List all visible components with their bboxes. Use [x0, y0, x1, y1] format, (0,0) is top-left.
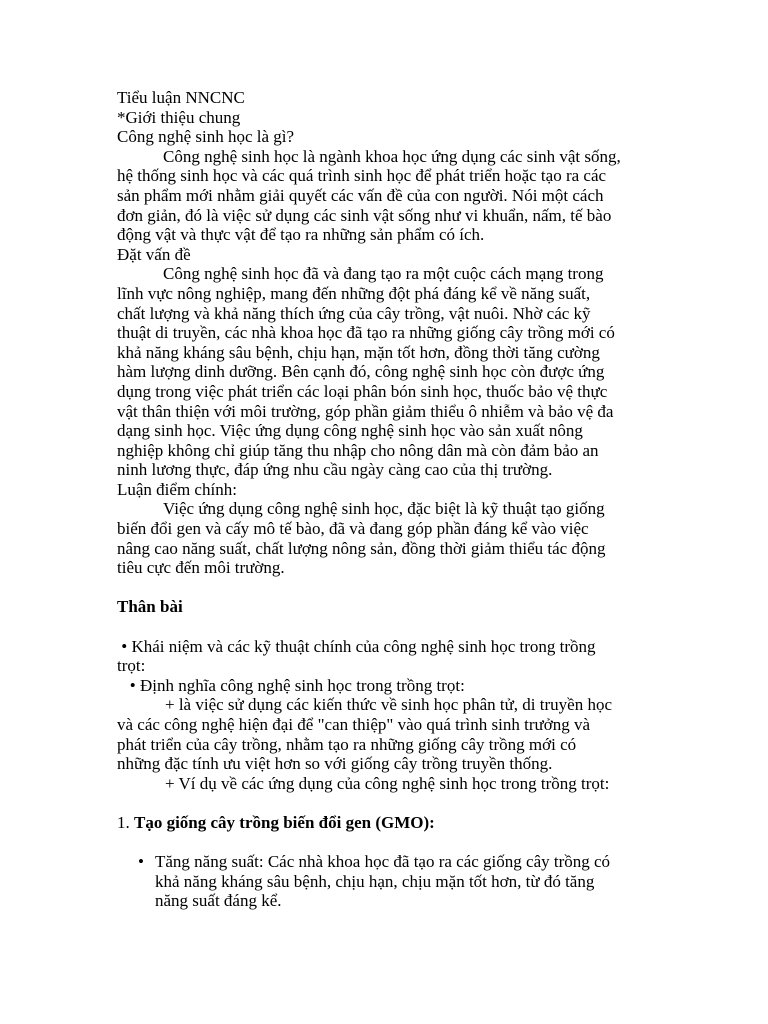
spacer	[117, 617, 657, 637]
paragraph-line: Công nghệ sinh học là ngành khoa học ứng dụng các sinh vật sống,	[163, 146, 621, 166]
paragraph-definition-detail	[117, 695, 657, 773]
definition-bullet: • Định nghĩa công nghệ sinh học trong trồng trọt:	[117, 675, 465, 695]
spacer	[117, 578, 657, 598]
paragraph-line: nghiệp không chỉ giúp tăng thu nhập cho nông dân mà còn đảm bảo an	[117, 440, 599, 460]
paragraph-line: sản phẩm mới nhằm giải quyết các vấn đề của con người. Nói một cách	[117, 185, 604, 205]
list-item-line: khả năng kháng sâu bệnh, chịu hạn, chịu mặn tốt hơn, từ đó tăng	[155, 871, 595, 891]
paragraph-line: thuật di truyền, các nhà khoa học đã tạo ra những giống cây trồng mới có	[117, 323, 615, 343]
section-1-number: 1.	[117, 812, 134, 832]
bullet-icon: •	[138, 852, 144, 872]
doc-title: Tiểu luận NNCNC	[117, 88, 245, 107]
paragraph-line: dụng trong việc phát triển các loại phân bón sinh học, thuốc bảo vệ thực	[117, 381, 608, 401]
section-heading-than-bai: Thân bài	[117, 597, 183, 617]
spacer	[117, 793, 657, 813]
paragraph-line: + là việc sử dụng các kiến thức về sinh học phân tử, di truyền học	[165, 695, 612, 715]
paragraph-definition	[117, 147, 657, 245]
question-heading: Công nghệ sinh học là gì?	[117, 127, 295, 147]
list-item	[117, 852, 657, 911]
paragraph-line: đơn giản, đó là việc sử dụng các sinh vật sống như vi khuẩn, nấm, tế bào	[117, 205, 612, 225]
paragraph-line: những đặc tính ưu việt hơn so với giống cây trồng truyền thống.	[117, 754, 553, 774]
section-heading-dat-van-de: Đặt vấn đề	[117, 244, 191, 264]
list-item-line: Tăng năng suất: Các nhà khoa học đã tạo ra các giống cây trồng có	[155, 852, 611, 872]
paragraph-line: nâng cao năng suất, chất lượng nông sản, đồng thời giảm thiểu tác động	[117, 538, 606, 558]
bullet-line: trọt:	[117, 656, 146, 676]
paragraph-line: vật thân thiện với môi trường, góp phần giảm thiểu ô nhiễm và bảo vệ đa	[117, 401, 614, 421]
paragraph-line: động vật và thực vật để tạo ra những sản phẩm có ích.	[117, 225, 485, 245]
document-page	[117, 88, 657, 911]
intro-heading: *Giới thiệu chung	[117, 107, 241, 127]
paragraph-problem	[117, 264, 657, 480]
paragraph-thesis	[117, 499, 657, 577]
section-heading-luan-diem: Luận điểm chính:	[117, 479, 237, 499]
paragraph-line: chất lượng và khả năng thích ứng của cây trồng, vật nuôi. Nhờ các kỹ	[117, 303, 591, 323]
paragraph-concept-bullet	[117, 637, 657, 676]
paragraph-line: tiêu cực đến môi trường.	[117, 558, 285, 578]
paragraph-line: hệ thống sinh học và các quá trình sinh học để phát triển hoặc tạo ra các	[117, 166, 607, 186]
paragraph-line: và các công nghệ hiện đại để "can thiệp" vào quá trình sinh trưởng và	[117, 715, 590, 734]
paragraph-line: phát triển của cây trồng, nhằm tạo ra những giống cây trồng mới có	[117, 734, 577, 754]
paragraph-line: Việc ứng dụng công nghệ sinh học, đặc biệt là kỹ thuật tạo giống	[163, 499, 605, 519]
paragraph-line: lĩnh vực nông nghiệp, mang đến những đột phá đáng kể về năng suất,	[117, 283, 591, 303]
list-item-line: năng suất đáng kể.	[155, 891, 282, 911]
example-line: + Ví dụ về các ứng dụng của công nghệ sinh học trong trồng trọt:	[165, 773, 610, 793]
paragraph-line: khả năng kháng sâu bệnh, chịu hạn, mặn tốt hơn, đồng thời tăng cường	[117, 342, 600, 362]
bullet-line: • Khái niệm và các kỹ thuật chính của công nghệ sinh học trong trồng	[117, 636, 596, 656]
paragraph-line: dạng sinh học. Việc ứng dụng công nghệ sinh học vào sản xuất nông	[117, 421, 583, 441]
bullet-list	[117, 852, 657, 911]
section-1-title: Tạo giống cây trồng biến đổi gen (GMO):	[134, 812, 435, 832]
section-1-heading	[117, 813, 657, 833]
spacer	[117, 833, 657, 853]
paragraph-line: biến đổi gen và cấy mô tế bào, đã và đang góp phần đáng kể vào việc	[117, 519, 589, 539]
paragraph-line: hàm lượng dinh dưỡng. Bên cạnh đó, công nghệ sinh học còn được ứng	[117, 362, 605, 382]
paragraph-line: ninh lương thực, đáp ứng nhu cầu ngày càng cao của thị trường.	[117, 460, 553, 480]
paragraph-line: Công nghệ sinh học đã và đang tạo ra một cuộc cách mạng trong	[163, 264, 604, 284]
